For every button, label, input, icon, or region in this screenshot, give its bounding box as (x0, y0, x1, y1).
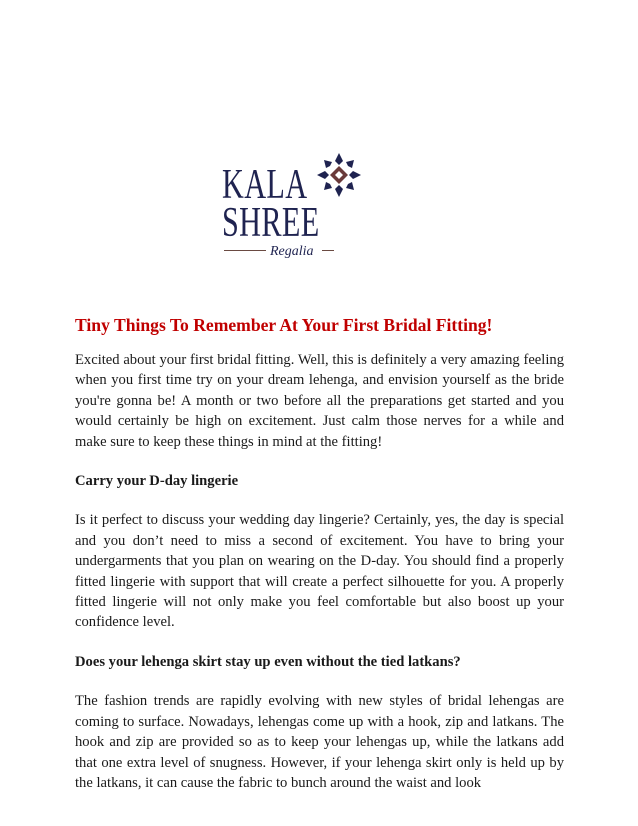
section-body-lingerie: Is it perfect to discuss your wedding day lingerie? Certainly, yes, the day is special and you don’t need to miss a second of excitement. You have to bring your undergarments that you plan on wearing on the D-day. You should find a properly fitted lingerie with support that will create a perfect silhouette for you. A properly fitted lingerie will not only make you feel comfortable but also boost up your confidence level. (75, 512, 564, 631)
logo-line-kala: KALA (222, 162, 308, 208)
logo-rule-left (224, 250, 266, 251)
section-heading-lehenga-skirt: Does your lehenga skirt stay up even without the tied latkans? (75, 653, 461, 670)
section-body-lehenga-skirt: The fashion trends are rapidly evolving with new styles of bridal lehengas are coming to surface. Nowadays, lehengas come up with a hook, zip and latkans. The hook and zip are provided so as to keep your lehengas up, while the latkans add that one extra level of snugness. However, if your lehenga skirt only is held up by the latkans, it can cause the fabric to bunch around the waist and look (75, 693, 564, 791)
article-body (75, 314, 564, 812)
logo-tagline: Regalia (270, 244, 314, 259)
intro-paragraph: Excited about your first bridal fitting. Well, this is definitely a very amazing feeling when you first time try on your dream lehenga, and envision yourself as the bride you're gonna be! A month or two before all the preparations get started and you would certainly be high on excitement. Just calm those nerves for a while and make sure to keep these things in mind at the fitting! (75, 352, 564, 450)
logo-rule-right (322, 250, 334, 251)
article-title: Tiny Things To Remember At Your First Bridal Fitting! (75, 315, 493, 335)
section-heading-lingerie: Carry your D-day lingerie (75, 473, 239, 490)
logo-line-shree: SHREE (222, 200, 320, 246)
ornamental-motif-icon (316, 152, 362, 198)
kala-shree-logo (222, 152, 362, 264)
